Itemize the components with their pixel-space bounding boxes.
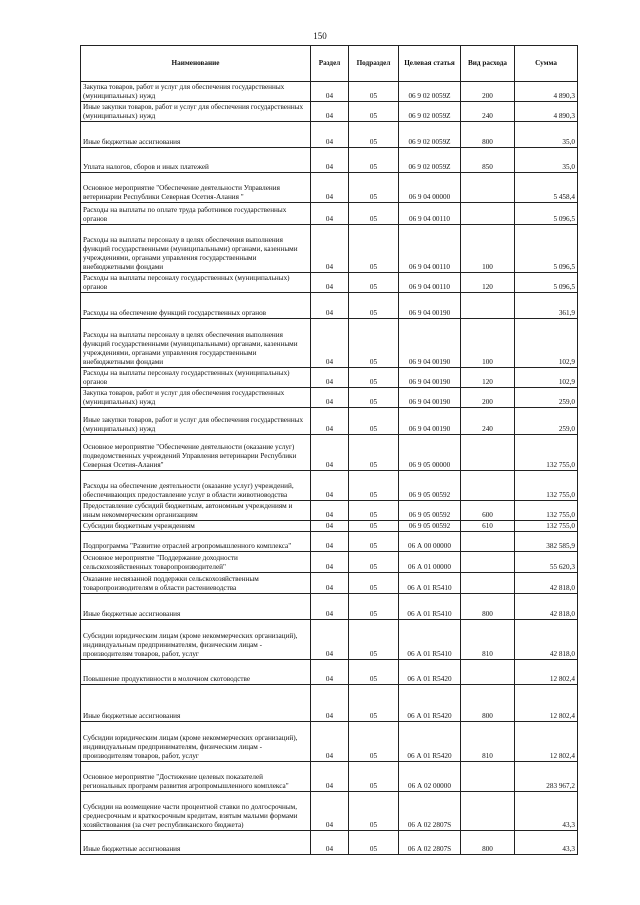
cell-section: 04 xyxy=(311,273,349,293)
cell-expense-type xyxy=(461,573,515,594)
cell-expense-type: 800 xyxy=(461,594,515,620)
cell-article: 06 9 04 00000 xyxy=(399,173,461,203)
cell-article: 06 9 02 0059Z xyxy=(399,82,461,102)
table-row xyxy=(81,203,578,225)
cell-section: 04 xyxy=(311,685,349,722)
cell-sum: 35,0 xyxy=(515,122,578,148)
cell-expense-type: 850 xyxy=(461,148,515,173)
cell-name: Расходы на выплаты персоналу государственных (муниципальных) органов xyxy=(81,368,311,388)
cell-section: 04 xyxy=(311,368,349,388)
cell-subsection: 05 xyxy=(349,685,399,722)
cell-expense-type xyxy=(461,762,515,792)
table-row xyxy=(81,273,578,293)
cell-sum: 382 585,9 xyxy=(515,532,578,552)
cell-name: Расходы на выплаты персоналу в целях обеспечения выполнения функций государственными (муниципальными) органами, казенными учреждениями, органами управления государственными внебюджетными фондами xyxy=(81,225,311,273)
cell-section: 04 xyxy=(311,501,349,521)
cell-article: 06 9 04 00190 xyxy=(399,408,461,435)
cell-name: Субсидии на возмещение части процентной ставки по долгосрочным, среднесрочным и краткосрочным кредитам, взятым малыми формами хозяйствования (за счет республиканского бюджета) xyxy=(81,792,311,831)
cell-sum: 42 818,0 xyxy=(515,620,578,660)
cell-sum: 35,0 xyxy=(515,148,578,173)
cell-section: 04 xyxy=(311,722,349,762)
cell-expense-type: 810 xyxy=(461,722,515,762)
cell-subsection: 05 xyxy=(349,408,399,435)
cell-article: 06 9 05 00000 xyxy=(399,435,461,471)
table-row xyxy=(81,102,578,122)
cell-expense-type xyxy=(461,203,515,225)
cell-name: Иные бюджетные ассигнования xyxy=(81,122,311,148)
cell-name: Закупка товаров, работ и услуг для обеспечения государственных (муниципальных) нужд xyxy=(81,82,311,102)
cell-subsection: 05 xyxy=(349,203,399,225)
cell-expense-type: 240 xyxy=(461,102,515,122)
cell-expense-type: 100 xyxy=(461,225,515,273)
cell-sum: 43,3 xyxy=(515,792,578,831)
cell-subsection: 05 xyxy=(349,319,399,368)
table-row xyxy=(81,552,578,573)
cell-name: Закупка товаров, работ и услуг для обеспечения государственных (муниципальных) нужд xyxy=(81,388,311,408)
cell-article: 06 А 02 2807S xyxy=(399,831,461,855)
cell-section: 04 xyxy=(311,388,349,408)
cell-name: Предоставление субсидий бюджетным, автономным учреждениям и иным некоммерческим организациям xyxy=(81,501,311,521)
cell-expense-type: 200 xyxy=(461,388,515,408)
cell-article: 06 А 00 00000 xyxy=(399,532,461,552)
table-row xyxy=(81,501,578,521)
cell-article: 06 А 01 00000 xyxy=(399,552,461,573)
table-row xyxy=(81,293,578,319)
cell-subsection: 05 xyxy=(349,792,399,831)
cell-name: Иные закупки товаров, работ и услуг для обеспечения государственных (муниципальных) нужд xyxy=(81,102,311,122)
table-row xyxy=(81,319,578,368)
cell-sum: 12 802,4 xyxy=(515,685,578,722)
cell-sum: 361,9 xyxy=(515,293,578,319)
cell-sum: 259,0 xyxy=(515,408,578,435)
cell-article: 06 9 02 0059Z xyxy=(399,102,461,122)
cell-name: Иные закупки товаров, работ и услуг для обеспечения государственных (муниципальных) нужд xyxy=(81,408,311,435)
cell-expense-type xyxy=(461,293,515,319)
cell-article: 06 9 04 00190 xyxy=(399,368,461,388)
cell-sum: 5 096,5 xyxy=(515,273,578,293)
cell-sum: 259,0 xyxy=(515,388,578,408)
cell-expense-type: 610 xyxy=(461,521,515,532)
cell-sum: 4 890,3 xyxy=(515,102,578,122)
cell-expense-type xyxy=(461,532,515,552)
cell-sum: 42 818,0 xyxy=(515,594,578,620)
table-row xyxy=(81,388,578,408)
page-number: 150 xyxy=(313,31,327,41)
cell-section: 04 xyxy=(311,293,349,319)
cell-section: 04 xyxy=(311,102,349,122)
cell-section: 04 xyxy=(311,225,349,273)
cell-section: 04 xyxy=(311,521,349,532)
cell-section: 04 xyxy=(311,552,349,573)
cell-sum: 12 802,4 xyxy=(515,722,578,762)
cell-name: Расходы на выплаты персоналу в целях обеспечения выполнения функций государственными (муниципальными) органами, казенными учреждениями, органами управления государственными внебюджетными фондами xyxy=(81,319,311,368)
cell-expense-type: 810 xyxy=(461,620,515,660)
cell-section: 04 xyxy=(311,532,349,552)
cell-expense-type: 120 xyxy=(461,368,515,388)
cell-name: Расходы на выплаты персоналу государственных (муниципальных) органов xyxy=(81,273,311,293)
cell-sum: 4 890,3 xyxy=(515,82,578,102)
cell-expense-type: 120 xyxy=(461,273,515,293)
cell-sum: 5 458,4 xyxy=(515,173,578,203)
table-header-row xyxy=(81,46,578,82)
cell-section: 04 xyxy=(311,762,349,792)
table-row xyxy=(81,225,578,273)
cell-section: 04 xyxy=(311,620,349,660)
cell-expense-type: 800 xyxy=(461,122,515,148)
cell-sum: 5 096,5 xyxy=(515,225,578,273)
cell-subsection: 05 xyxy=(349,594,399,620)
cell-section: 04 xyxy=(311,122,349,148)
cell-sum: 12 802,4 xyxy=(515,660,578,685)
cell-expense-type xyxy=(461,173,515,203)
cell-section: 04 xyxy=(311,408,349,435)
cell-subsection: 05 xyxy=(349,831,399,855)
cell-article: 06 9 04 00190 xyxy=(399,293,461,319)
table-row xyxy=(81,173,578,203)
cell-sum: 132 755,0 xyxy=(515,501,578,521)
cell-name: Иные бюджетные ассигнования xyxy=(81,685,311,722)
cell-expense-type: 800 xyxy=(461,831,515,855)
table-row xyxy=(81,368,578,388)
cell-subsection: 05 xyxy=(349,82,399,102)
cell-section: 04 xyxy=(311,573,349,594)
table-row xyxy=(81,122,578,148)
cell-subsection: 05 xyxy=(349,521,399,532)
cell-article: 06 9 04 00110 xyxy=(399,225,461,273)
cell-expense-type: 800 xyxy=(461,685,515,722)
cell-section: 04 xyxy=(311,203,349,225)
cell-section: 04 xyxy=(311,82,349,102)
cell-section: 04 xyxy=(311,148,349,173)
header-article: Целевая статья xyxy=(399,46,461,82)
header-subsection: Подраздел xyxy=(349,46,399,82)
table-row xyxy=(81,471,578,501)
cell-subsection: 05 xyxy=(349,532,399,552)
cell-name: Основное мероприятие "Поддержание доходности сельскохозяйственных товаропроизводителей" xyxy=(81,552,311,573)
cell-name: Субсидии юридическим лицам (кроме некоммерческих организаций), индивидуальным предпринимателям, физическим лицам - производителям товаров, работ, услуг xyxy=(81,722,311,762)
table-row xyxy=(81,722,578,762)
cell-section: 04 xyxy=(311,435,349,471)
cell-subsection: 05 xyxy=(349,435,399,471)
cell-name: Подпрограмма "Развитие отраслей агропромышленного комплекса" xyxy=(81,532,311,552)
cell-name: Субсидии бюджетным учреждениям xyxy=(81,521,311,532)
cell-expense-type: 600 xyxy=(461,501,515,521)
cell-sum: 55 620,3 xyxy=(515,552,578,573)
table-row xyxy=(81,82,578,102)
cell-article: 06 9 04 00190 xyxy=(399,388,461,408)
cell-sum: 43,3 xyxy=(515,831,578,855)
cell-subsection: 05 xyxy=(349,552,399,573)
cell-section: 04 xyxy=(311,319,349,368)
table-row xyxy=(81,594,578,620)
cell-subsection: 05 xyxy=(349,293,399,319)
cell-section: 04 xyxy=(311,660,349,685)
header-sum: Сумма xyxy=(515,46,578,82)
cell-section: 04 xyxy=(311,173,349,203)
cell-name: Иные бюджетные ассигнования xyxy=(81,594,311,620)
cell-subsection: 05 xyxy=(349,722,399,762)
cell-subsection: 05 xyxy=(349,660,399,685)
cell-article: 06 9 05 00592 xyxy=(399,501,461,521)
cell-sum: 132 755,0 xyxy=(515,521,578,532)
table-row xyxy=(81,408,578,435)
cell-name: Основное мероприятие "Обеспечение деятельности (оказание услуг) подведомственных учреждений Управления ветеринарии Республики Северная Осетия-Алания" xyxy=(81,435,311,471)
cell-section: 04 xyxy=(311,792,349,831)
cell-article: 06 А 01 R5410 xyxy=(399,573,461,594)
table-row xyxy=(81,532,578,552)
cell-subsection: 05 xyxy=(349,388,399,408)
cell-article: 06 9 02 0059Z xyxy=(399,148,461,173)
cell-subsection: 05 xyxy=(349,102,399,122)
table-row xyxy=(81,792,578,831)
cell-sum: 132 755,0 xyxy=(515,435,578,471)
cell-subsection: 05 xyxy=(349,122,399,148)
cell-expense-type xyxy=(461,552,515,573)
cell-subsection: 05 xyxy=(349,471,399,501)
cell-name: Иные бюджетные ассигнования xyxy=(81,831,311,855)
cell-article: 06 9 04 00110 xyxy=(399,273,461,293)
cell-article: 06 А 01 R5420 xyxy=(399,722,461,762)
cell-article: 06 А 01 R5410 xyxy=(399,620,461,660)
cell-subsection: 05 xyxy=(349,501,399,521)
cell-expense-type xyxy=(461,792,515,831)
table-row xyxy=(81,685,578,722)
cell-article: 06 А 01 R5410 xyxy=(399,594,461,620)
cell-name: Основное мероприятие "Достижение целевых показателей региональных программ развития агропромышленного комплекса" xyxy=(81,762,311,792)
cell-name: Повышение продуктивности в молочном скотоводстве xyxy=(81,660,311,685)
cell-subsection: 05 xyxy=(349,173,399,203)
table-row xyxy=(81,831,578,855)
cell-section: 04 xyxy=(311,471,349,501)
table-row xyxy=(81,148,578,173)
cell-subsection: 05 xyxy=(349,148,399,173)
cell-expense-type: 100 xyxy=(461,319,515,368)
table-row xyxy=(81,762,578,792)
cell-article: 06 А 02 00000 xyxy=(399,762,461,792)
table-row xyxy=(81,573,578,594)
budget-table xyxy=(80,45,578,855)
cell-expense-type: 200 xyxy=(461,82,515,102)
cell-expense-type xyxy=(461,660,515,685)
cell-name: Расходы на выплаты по оплате труда работников государственных органов xyxy=(81,203,311,225)
cell-sum: 102,9 xyxy=(515,368,578,388)
cell-name: Расходы на обеспечение функций государственных органов xyxy=(81,293,311,319)
table-row xyxy=(81,660,578,685)
cell-name: Уплата налогов, сборов и иных платежей xyxy=(81,148,311,173)
cell-subsection: 05 xyxy=(349,762,399,792)
cell-section: 04 xyxy=(311,831,349,855)
cell-article: 06 9 04 00190 xyxy=(399,319,461,368)
cell-expense-type xyxy=(461,435,515,471)
cell-expense-type: 240 xyxy=(461,408,515,435)
cell-article: 06 9 05 00592 xyxy=(399,471,461,501)
table-row xyxy=(81,435,578,471)
cell-subsection: 05 xyxy=(349,573,399,594)
cell-subsection: 05 xyxy=(349,273,399,293)
cell-article: 06 9 02 0059Z xyxy=(399,122,461,148)
cell-article: 06 А 01 R5420 xyxy=(399,685,461,722)
cell-name: Оказание несвязанной поддержки сельскохозяйственным товаропроизводителям в области растениеводства xyxy=(81,573,311,594)
cell-article: 06 А 01 R5420 xyxy=(399,660,461,685)
header-expense-type: Вид расхода xyxy=(461,46,515,82)
cell-article: 06 9 04 00110 xyxy=(399,203,461,225)
table-row xyxy=(81,521,578,532)
cell-sum: 102,9 xyxy=(515,319,578,368)
cell-subsection: 05 xyxy=(349,620,399,660)
table-row xyxy=(81,620,578,660)
cell-article: 06 9 05 00592 xyxy=(399,521,461,532)
cell-name: Расходы на обеспечение деятельности (оказание услуг) учреждений, обеспечивающих предоставление услуг в области животноводства xyxy=(81,471,311,501)
header-name: Наименование xyxy=(81,46,311,82)
cell-sum: 283 967,2 xyxy=(515,762,578,792)
cell-sum: 42 818,0 xyxy=(515,573,578,594)
cell-sum: 132 755,0 xyxy=(515,471,578,501)
cell-expense-type xyxy=(461,471,515,501)
header-section: Раздел xyxy=(311,46,349,82)
cell-section: 04 xyxy=(311,594,349,620)
cell-subsection: 05 xyxy=(349,368,399,388)
cell-name: Основное мероприятие "Обеспечение деятельности Управления ветеринарии Республики Северная Осетия-Алания " xyxy=(81,173,311,203)
cell-name: Субсидии юридическим лицам (кроме некоммерческих организаций), индивидуальным предпринимателям, физическим лицам - производителям товаров, работ, услуг xyxy=(81,620,311,660)
cell-article: 06 А 02 2807S xyxy=(399,792,461,831)
cell-subsection: 05 xyxy=(349,225,399,273)
cell-sum: 5 096,5 xyxy=(515,203,578,225)
